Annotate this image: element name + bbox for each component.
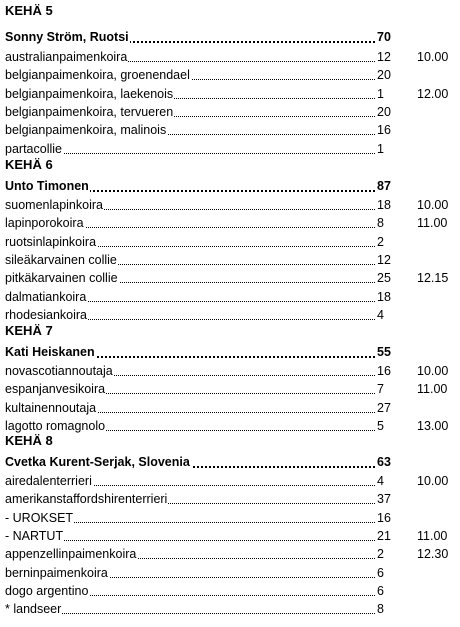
breed-row-count: 4 xyxy=(377,308,384,322)
judge-line-leader xyxy=(5,177,375,195)
breed-row-count: 20 xyxy=(377,68,391,82)
breed-row-label: espanjanvesikoira xyxy=(5,382,106,396)
breed-row-label: lagotto romagnolo xyxy=(5,419,106,433)
breed-row-count: 8 xyxy=(377,216,384,230)
breed-row xyxy=(5,196,455,214)
breed-row-leader xyxy=(5,288,375,306)
breed-row-count: 8 xyxy=(377,602,384,616)
judge-line-leader xyxy=(5,343,375,361)
breed-row-label: sileäkarvainen collie xyxy=(5,253,117,267)
judge-line-label: Unto Timonen xyxy=(5,179,89,193)
breed-row-label: airedalenterrieri xyxy=(5,474,92,488)
breed-row-label: partacollie xyxy=(5,142,62,156)
breed-row-time: 12.15 xyxy=(417,271,449,285)
breed-row-label: - UROKSET xyxy=(5,511,74,525)
breed-row-leader xyxy=(5,472,375,490)
breed-row-label: belgianpaimenkoira, laekenois xyxy=(5,87,174,101)
ring-heading: KEHÄ 7 xyxy=(5,323,53,338)
breed-row-label: lapinporokoira xyxy=(5,216,84,230)
breed-row-label: * landseer xyxy=(5,602,62,616)
breed-row-leader xyxy=(5,509,375,527)
breed-row-count: 12 xyxy=(377,50,391,64)
breed-row-leader xyxy=(5,66,375,84)
breed-row xyxy=(5,582,455,600)
breed-row xyxy=(5,545,455,563)
breed-row-leader xyxy=(5,362,375,380)
breed-row-count: 2 xyxy=(377,235,384,249)
breed-row-label: kultainennoutaja xyxy=(5,401,97,415)
breed-row xyxy=(5,306,455,324)
breed-row xyxy=(5,140,455,158)
breed-row-leader xyxy=(5,399,375,417)
judge-line-label: Kati Heiskanen xyxy=(5,345,95,359)
judge-line-leader xyxy=(5,28,375,46)
breed-row-time: 11.00 xyxy=(417,216,448,230)
breed-row xyxy=(5,564,455,582)
breed-row-label: berninpaimenkoira xyxy=(5,566,108,580)
breed-row xyxy=(5,48,455,66)
breed-row xyxy=(5,399,455,417)
breed-row-label: belgianpaimenkoira, tervueren xyxy=(5,105,174,119)
breed-row-time: 12.00 xyxy=(417,87,449,101)
breed-row-count: 27 xyxy=(377,401,391,415)
breed-row xyxy=(5,214,455,232)
judge-line-count: 70 xyxy=(377,30,391,44)
breed-row-leader xyxy=(5,490,375,508)
breed-row xyxy=(5,103,455,121)
breed-row-label: dalmatiankoira xyxy=(5,290,87,304)
breed-row-leader xyxy=(5,48,375,66)
breed-row-leader xyxy=(5,269,375,287)
breed-row-count: 18 xyxy=(377,198,391,212)
judge-line xyxy=(5,453,455,471)
breed-row-count: 2 xyxy=(377,547,384,561)
breed-row-leader xyxy=(5,103,375,121)
ring-heading: KEHÄ 6 xyxy=(5,157,53,172)
breed-row xyxy=(5,66,455,84)
breed-row-leader xyxy=(5,306,375,324)
breed-row xyxy=(5,600,455,618)
breed-row-count: 16 xyxy=(377,364,391,378)
breed-row-count: 1 xyxy=(377,142,384,156)
breed-row-count: 1 xyxy=(377,87,384,101)
breed-row-count: 12 xyxy=(377,253,391,267)
breed-row xyxy=(5,288,455,306)
breed-row-label: amerikanstaffordshirenterrieri xyxy=(5,492,168,506)
breed-row-leader xyxy=(5,233,375,251)
breed-row xyxy=(5,472,455,490)
breed-row xyxy=(5,251,455,269)
breed-row xyxy=(5,527,455,545)
ring-heading: KEHÄ 5 xyxy=(5,3,53,18)
breed-row-leader xyxy=(5,140,375,158)
breed-row-label: appenzellinpaimenkoira xyxy=(5,547,137,561)
breed-row-label: - NARTUT xyxy=(5,529,64,543)
breed-row-time: 11.00 xyxy=(417,529,448,543)
breed-row-time: 10.00 xyxy=(417,50,449,64)
breed-row-count: 16 xyxy=(377,511,391,525)
judge-line xyxy=(5,28,455,46)
breed-row-leader xyxy=(5,85,375,103)
breed-row-leader xyxy=(5,214,375,232)
breed-row-label: suomenlapinkoira xyxy=(5,198,103,212)
judge-line xyxy=(5,177,455,195)
breed-row xyxy=(5,362,455,380)
breed-row-count: 16 xyxy=(377,123,391,137)
ring-heading: KEHÄ 8 xyxy=(5,433,53,448)
breed-row-leader xyxy=(5,582,375,600)
breed-row-count: 37 xyxy=(377,492,391,506)
breed-row xyxy=(5,233,455,251)
breed-row-count: 5 xyxy=(377,419,384,433)
breed-row-leader xyxy=(5,564,375,582)
breed-row-count: 6 xyxy=(377,584,384,598)
breed-row xyxy=(5,380,455,398)
breed-row-label: rhodesiankoira xyxy=(5,308,87,322)
judge-line-label: Sonny Ström, Ruotsi xyxy=(5,30,129,44)
breed-row-leader xyxy=(5,417,375,435)
judge-line xyxy=(5,343,455,361)
breed-row xyxy=(5,121,455,139)
breed-row-count: 18 xyxy=(377,290,391,304)
breed-row xyxy=(5,490,455,508)
breed-row xyxy=(5,85,455,103)
breed-row-leader xyxy=(5,600,375,618)
breed-row-label: ruotsinlapinkoira xyxy=(5,235,97,249)
breed-row-label: australianpaimenkoira xyxy=(5,50,128,64)
judge-line-count: 87 xyxy=(377,179,391,193)
breed-row-count: 6 xyxy=(377,566,384,580)
judge-line-count: 55 xyxy=(377,345,391,359)
breed-row-time: 12.30 xyxy=(417,547,449,561)
breed-row-count: 21 xyxy=(377,529,391,543)
breed-row-count: 4 xyxy=(377,474,384,488)
breed-row-leader xyxy=(5,527,375,545)
judge-line-count: 63 xyxy=(377,455,391,469)
breed-row-label: pitkäkarvainen collie xyxy=(5,271,118,285)
breed-row-time: 10.00 xyxy=(417,198,449,212)
breed-row xyxy=(5,509,455,527)
breed-row-count: 25 xyxy=(377,271,391,285)
judge-line-label: Cvetka Kurent-Serjak, Slovenia xyxy=(5,455,190,469)
breed-row xyxy=(5,269,455,287)
breed-row-count: 20 xyxy=(377,105,391,119)
breed-row-label: novascotiannoutaja xyxy=(5,364,113,378)
breed-row-leader xyxy=(5,545,375,563)
breed-row-leader xyxy=(5,196,375,214)
breed-row-time: 10.00 xyxy=(417,474,449,488)
breed-row-time: 13.00 xyxy=(417,419,449,433)
breed-row xyxy=(5,417,455,435)
judge-line-leader xyxy=(5,453,375,471)
breed-row-label: belgianpaimenkoira, malinois xyxy=(5,123,167,137)
breed-row-leader xyxy=(5,121,375,139)
breed-row-count: 7 xyxy=(377,382,384,396)
breed-row-time: 10.00 xyxy=(417,364,449,378)
breed-row-leader xyxy=(5,251,375,269)
breed-row-leader xyxy=(5,380,375,398)
breed-row-time: 11.00 xyxy=(417,382,448,396)
breed-row-label: belgianpaimenkoira, groenendael xyxy=(5,68,190,82)
breed-row-label: dogo argentino xyxy=(5,584,89,598)
